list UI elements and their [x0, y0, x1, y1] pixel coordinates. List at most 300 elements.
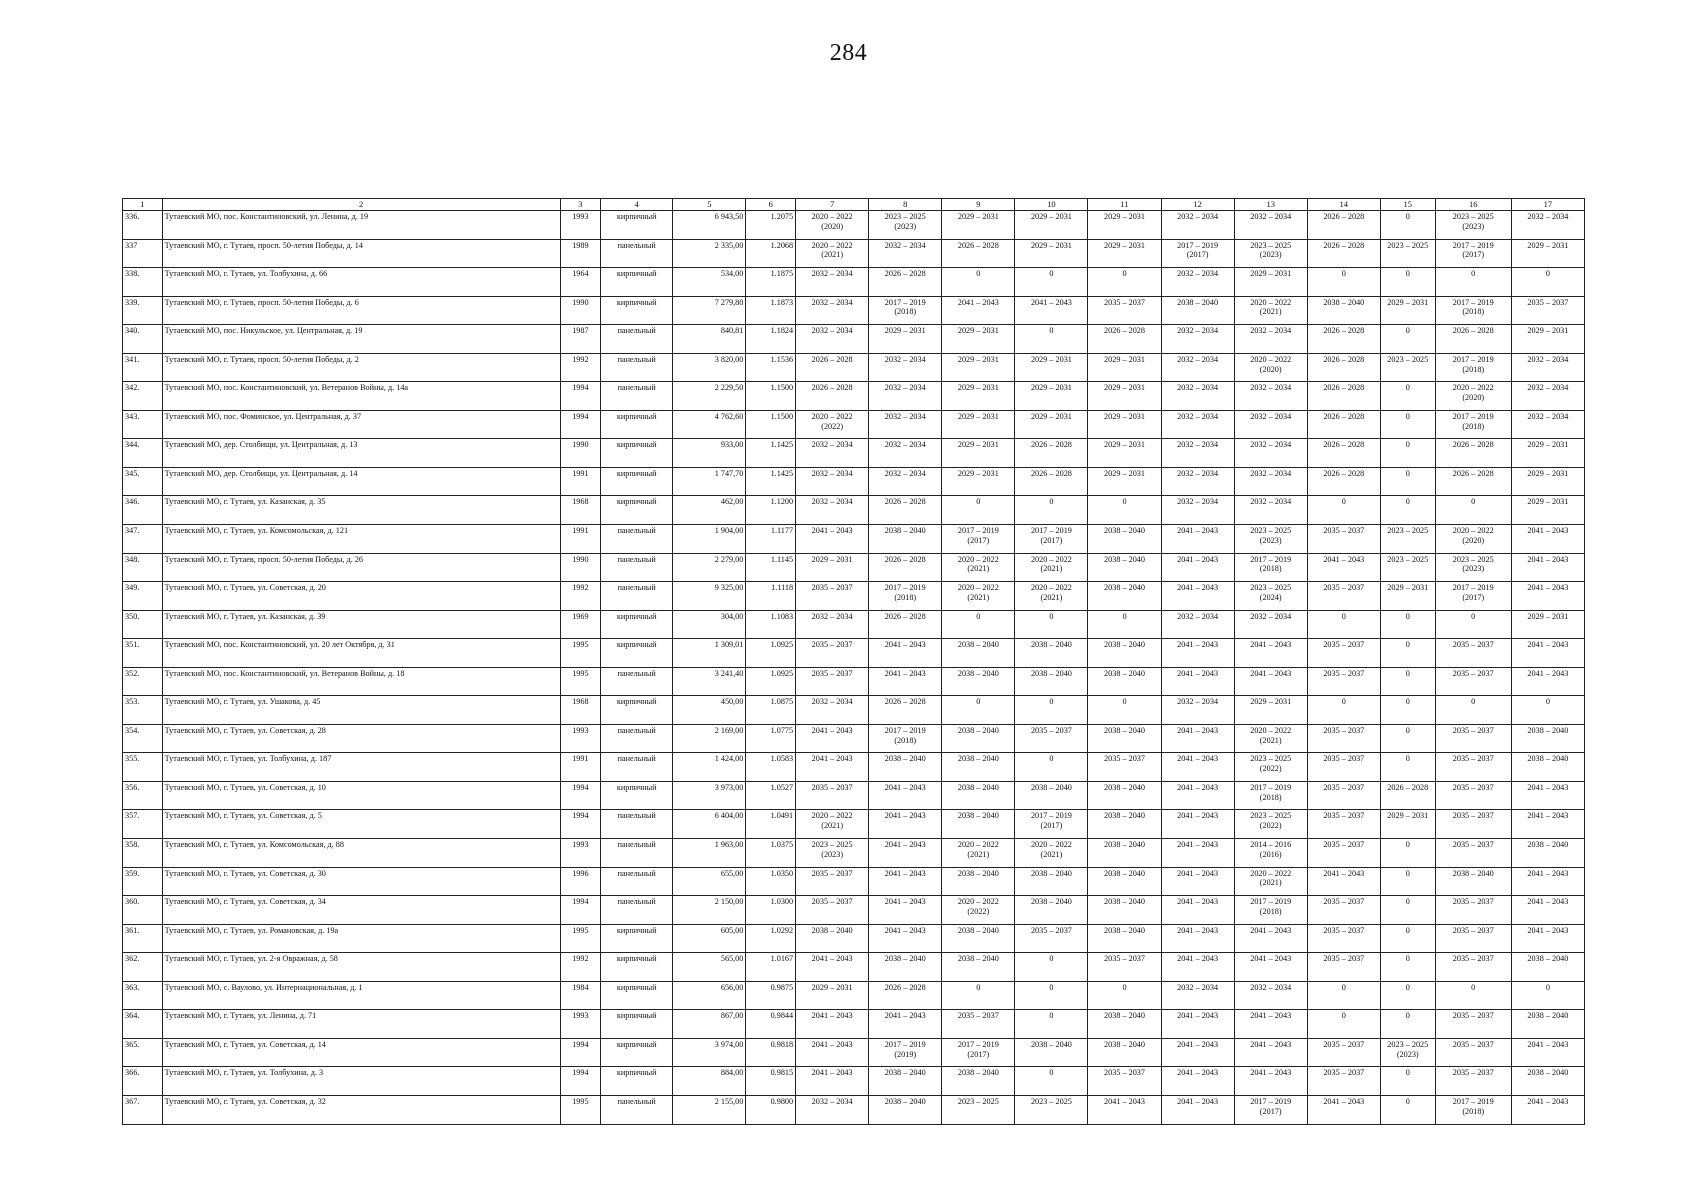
table-cell — [1380, 953, 1435, 982]
table-cell — [1234, 353, 1307, 382]
period-text: 0 — [1405, 954, 1410, 964]
period-text: 0 — [1341, 1011, 1346, 1021]
period-text: 2032 – 2034 — [884, 411, 926, 421]
table-cell — [1088, 1067, 1161, 1096]
table-cell — [1511, 610, 1584, 639]
period-text: 0 — [1341, 697, 1346, 707]
table-cell: Тутаевский МО, г. Тутаев, ул. Толбухина, д. 66 — [162, 268, 560, 297]
table-cell: 344. — [123, 439, 163, 468]
table-cell: Тутаевский МО, г. Тутаев, ул. Советская, д. 5 — [162, 810, 560, 839]
table-cell — [1435, 610, 1511, 639]
table-cell: 1994 — [560, 1038, 601, 1067]
table-cell — [1234, 582, 1307, 611]
period-text: 2026 – 2028 — [1452, 440, 1494, 450]
period-text: 2035 – 2037 — [1452, 1011, 1494, 1021]
table-cell — [942, 839, 1015, 868]
table-cell: 1.1200 — [746, 496, 796, 525]
table-cell — [1161, 410, 1234, 439]
table-cell — [1015, 667, 1088, 696]
table-cell — [1380, 781, 1435, 810]
table-cell — [1435, 839, 1511, 868]
table-cell — [1088, 467, 1161, 496]
table-cell — [1511, 724, 1584, 753]
table-cell — [1161, 981, 1234, 1010]
table-cell: кирпичный — [601, 296, 673, 325]
table-cell — [1161, 896, 1234, 925]
period-text: 0 — [1405, 468, 1410, 478]
period-text: 2035 – 2037 — [811, 640, 853, 650]
table-cell — [1234, 296, 1307, 325]
table-cell — [796, 981, 869, 1010]
period-text: 2041 – 2043 — [1250, 668, 1292, 678]
table-row — [123, 382, 1585, 411]
table-cell: кирпичный — [601, 781, 673, 810]
period-text: 0 — [1405, 897, 1410, 907]
table-cell — [1161, 268, 1234, 297]
period-text: 2038 – 2040 — [1104, 840, 1145, 850]
table-cell: 1991 — [560, 467, 601, 496]
period-text: 2029 – 2031 — [1250, 697, 1292, 707]
period-text: 2032 – 2034 — [1177, 354, 1219, 364]
table-cell — [1511, 553, 1584, 582]
period-text: 2032 – 2034 — [1177, 383, 1219, 393]
period-text: 2035 – 2037 — [1323, 1039, 1365, 1049]
table-cell: Тутаевский МО, дер. Столбищи, ул. Центральная, д. 14 — [162, 467, 560, 496]
period-text: 2017 – 2019 — [884, 297, 926, 307]
table-cell — [1307, 439, 1380, 468]
table-cell — [1435, 896, 1511, 925]
table-cell — [1015, 325, 1088, 354]
period-text: 2041 – 2043 — [1323, 868, 1365, 878]
table-cell — [1511, 839, 1584, 868]
period-text: 2026 – 2028 — [884, 982, 926, 992]
table-cell: 1.1145 — [746, 553, 796, 582]
period-text: 0 — [1341, 611, 1346, 621]
table-cell — [1307, 839, 1380, 868]
table-cell: 1993 — [560, 211, 601, 240]
table-cell: 1989 — [560, 239, 601, 268]
table-cell: панельный — [601, 724, 673, 753]
period-text: 2041 – 2043 — [811, 725, 853, 735]
table-cell: панельный — [601, 810, 673, 839]
year-note: (2022) — [967, 906, 990, 916]
period-text: 2035 – 2037 — [1323, 1068, 1365, 1078]
period-text: 0 — [1405, 611, 1410, 621]
table-cell — [1380, 582, 1435, 611]
table-cell — [1511, 582, 1584, 611]
period-text: 2032 – 2034 — [1250, 440, 1292, 450]
table-cell: Тутаевский МО, г. Тутаев, ул. Ушакова, д. 45 — [162, 696, 560, 725]
period-text: 2041 – 2043 — [1177, 1039, 1219, 1049]
year-note: (2021) — [821, 250, 844, 260]
table-row — [123, 1010, 1585, 1039]
table-cell — [1088, 525, 1161, 554]
period-text: 2041 – 2043 — [811, 754, 853, 764]
table-row — [123, 867, 1585, 896]
period-text: 2023 – 2025 — [1250, 583, 1292, 593]
table-cell — [796, 1067, 869, 1096]
period-text: 2026 – 2028 — [884, 269, 926, 279]
table-cell: Тутаевский МО, пос. Константиновский, ул. Ветеранов Войны, д. 14а — [162, 382, 560, 411]
period-text: 0 — [1405, 1096, 1410, 1106]
table-cell: 363. — [123, 981, 163, 1010]
table-cell: панельный — [601, 525, 673, 554]
table-cell: 0.9815 — [746, 1067, 796, 1096]
table-cell — [869, 696, 942, 725]
period-text: 2041 – 2043 — [1177, 583, 1219, 593]
period-text: 2035 – 2037 — [1323, 583, 1365, 593]
table-row — [123, 525, 1585, 554]
table-cell: панельный — [601, 1095, 673, 1124]
period-text: 2035 – 2037 — [1452, 1039, 1494, 1049]
year-note: (2020) — [1462, 393, 1485, 403]
period-text: 2041 – 2043 — [1177, 811, 1219, 821]
table-cell: 304,00 — [673, 610, 746, 639]
table-cell — [1380, 439, 1435, 468]
table-cell — [1380, 353, 1435, 382]
table-cell: 1992 — [560, 353, 601, 382]
period-text: 2017 – 2019 — [884, 725, 926, 735]
table-cell — [869, 353, 942, 382]
table-cell — [1511, 696, 1584, 725]
period-text: 2023 – 2025 — [1387, 354, 1429, 364]
period-text: 2026 – 2028 — [884, 697, 926, 707]
period-text: 0 — [1405, 212, 1410, 221]
year-note: (2021) — [821, 821, 844, 831]
table-cell — [869, 382, 942, 411]
period-text: 2020 – 2022 — [811, 240, 853, 250]
table-cell — [1380, 896, 1435, 925]
period-text: 2041 – 2043 — [884, 868, 926, 878]
table-cell: панельный — [601, 839, 673, 868]
period-text: 2032 – 2034 — [811, 326, 853, 336]
table-cell — [1234, 981, 1307, 1010]
table-cell — [1161, 325, 1234, 354]
table-row — [123, 781, 1585, 810]
table-cell: 342. — [123, 382, 163, 411]
table-cell: 1.0875 — [746, 696, 796, 725]
period-text: 2023 – 2025 — [1387, 240, 1429, 250]
table-cell — [1380, 1067, 1435, 1096]
table-cell — [1015, 810, 1088, 839]
year-note: (2022) — [1259, 764, 1282, 774]
period-text: 2026 – 2028 — [1323, 411, 1365, 421]
table-cell — [1307, 553, 1380, 582]
period-text: 0 — [1405, 1068, 1410, 1078]
period-text: 2035 – 2037 — [1527, 297, 1569, 307]
period-text: 2029 – 2031 — [957, 411, 999, 421]
table-cell — [942, 1067, 1015, 1096]
period-text: 2020 – 2022 — [957, 897, 999, 907]
period-text: 2035 – 2037 — [957, 1011, 999, 1021]
table-cell — [1161, 525, 1234, 554]
period-text: 2017 – 2019 — [1452, 411, 1494, 421]
table-cell: 1.2068 — [746, 239, 796, 268]
table-cell: 1.1425 — [746, 439, 796, 468]
period-text: 0 — [1471, 697, 1476, 707]
year-note: (2021) — [1040, 592, 1063, 602]
table-cell: 656,00 — [673, 981, 746, 1010]
period-text: 2035 – 2037 — [1323, 782, 1365, 792]
table-cell — [1234, 268, 1307, 297]
table-cell — [1088, 781, 1161, 810]
table-cell — [1380, 610, 1435, 639]
period-text: 2041 – 2043 — [1250, 925, 1292, 935]
table-cell: 534,00 — [673, 268, 746, 297]
period-text: 2032 – 2034 — [1250, 611, 1292, 621]
period-text: 2041 – 2043 — [957, 297, 999, 307]
period-text: 2032 – 2034 — [811, 697, 853, 707]
table-row — [123, 1067, 1585, 1096]
period-text: 2032 – 2034 — [884, 383, 926, 393]
year-note: (2018) — [1462, 364, 1485, 374]
table-cell — [1307, 724, 1380, 753]
period-text: 2038 – 2040 — [957, 925, 999, 935]
table-cell — [1435, 696, 1511, 725]
period-text: 2041 – 2043 — [1177, 668, 1219, 678]
period-text: 2038 – 2040 — [957, 668, 999, 678]
table-cell: 1.0527 — [746, 781, 796, 810]
table-row — [123, 981, 1585, 1010]
table-cell — [1380, 382, 1435, 411]
period-text: 2023 – 2025 — [884, 212, 926, 221]
period-text: 2023 – 2025 — [811, 840, 853, 850]
table-cell — [1307, 296, 1380, 325]
period-text: 2035 – 2037 — [1030, 725, 1072, 735]
period-text: 2041 – 2043 — [1527, 782, 1569, 792]
period-text: 2029 – 2031 — [957, 468, 999, 478]
year-note: (2016) — [1259, 849, 1282, 859]
table-cell — [1511, 639, 1584, 668]
table-cell — [796, 410, 869, 439]
table-cell: 2 169,00 — [673, 724, 746, 753]
period-text: 2041 – 2043 — [1177, 954, 1219, 964]
table-cell: 1.0925 — [746, 639, 796, 668]
table-cell: Тутаевский МО, пос. Константиновский, ул. Ленина, д. 19 — [162, 211, 560, 240]
period-text: 2038 – 2040 — [1030, 897, 1072, 907]
table-cell: 840,81 — [673, 325, 746, 354]
period-text: 2035 – 2037 — [811, 897, 853, 907]
table-cell — [1307, 696, 1380, 725]
period-text: 2026 – 2028 — [1323, 240, 1365, 250]
table-cell — [1307, 639, 1380, 668]
table-cell — [869, 953, 942, 982]
table-cell — [796, 781, 869, 810]
period-text: 2029 – 2031 — [1030, 212, 1072, 221]
period-text: 2029 – 2031 — [1527, 440, 1569, 450]
table-cell — [1088, 924, 1161, 953]
table-cell — [796, 667, 869, 696]
table-cell — [1511, 211, 1584, 240]
period-text: 2041 – 2043 — [811, 1039, 853, 1049]
table-cell: Тутаевский МО, г. Тутаев, ул. Романовская, д. 19а — [162, 924, 560, 953]
table-cell — [1307, 239, 1380, 268]
period-text: 2041 – 2043 — [884, 782, 926, 792]
table-cell — [869, 810, 942, 839]
table-cell: 1 747,70 — [673, 467, 746, 496]
period-text: 2017 – 2019 — [1452, 297, 1494, 307]
period-text: 2029 – 2031 — [1250, 269, 1292, 279]
table-cell: Тутаевский МО, г. Тутаев, ул. Советская, д. 20 — [162, 582, 560, 611]
table-row — [123, 810, 1585, 839]
year-note: (2023) — [1259, 535, 1282, 545]
table-cell: 1.0375 — [746, 839, 796, 868]
table-cell — [1435, 667, 1511, 696]
table-cell: кирпичный — [601, 953, 673, 982]
table-cell — [1435, 211, 1511, 240]
table-cell — [869, 753, 942, 782]
period-text: 2029 – 2031 — [1527, 468, 1569, 478]
period-text: 2029 – 2031 — [957, 354, 999, 364]
table-cell — [1511, 296, 1584, 325]
table-cell — [1015, 410, 1088, 439]
period-text: 2041 – 2043 — [1177, 840, 1219, 850]
period-text: 2029 – 2031 — [1527, 326, 1569, 336]
table-cell: 450,00 — [673, 696, 746, 725]
table-cell — [1307, 353, 1380, 382]
table-cell: 1 963,00 — [673, 839, 746, 868]
period-text: 2020 – 2022 — [1030, 554, 1072, 564]
table-cell — [796, 382, 869, 411]
table-row — [123, 1038, 1585, 1067]
table-cell: 2 279,00 — [673, 553, 746, 582]
year-note: (2017) — [1040, 535, 1063, 545]
table-cell: 1994 — [560, 810, 601, 839]
table-cell — [1161, 867, 1234, 896]
table-cell: 7 279,80 — [673, 296, 746, 325]
period-text: 0 — [1341, 982, 1346, 992]
table-cell: Тутаевский МО, г. Тутаев, ул. Советская, д. 32 — [162, 1095, 560, 1124]
table-cell: 1994 — [560, 1067, 601, 1096]
table-cell — [1015, 1038, 1088, 1067]
period-text: 2029 – 2031 — [957, 326, 999, 336]
table-cell — [796, 525, 869, 554]
period-text: 2041 – 2043 — [884, 811, 926, 821]
page-number: 284 — [829, 40, 868, 66]
table-cell — [1088, 867, 1161, 896]
table-cell: 3 973,00 — [673, 781, 746, 810]
table-cell — [1015, 439, 1088, 468]
period-text: 2032 – 2034 — [811, 497, 853, 507]
table-cell — [869, 553, 942, 582]
table-cell — [1380, 696, 1435, 725]
period-text: 2035 – 2037 — [811, 668, 853, 678]
column-header: 8 — [869, 199, 942, 211]
period-text: 2032 – 2034 — [1177, 468, 1219, 478]
period-text: 2029 – 2031 — [1030, 354, 1072, 364]
period-text: 2026 – 2028 — [884, 497, 926, 507]
table-cell: 351. — [123, 639, 163, 668]
period-text: 0 — [1545, 697, 1550, 707]
table-cell — [942, 553, 1015, 582]
table-cell: кирпичный — [601, 610, 673, 639]
period-text: 2017 – 2019 — [1250, 897, 1292, 907]
table-cell: 337 — [123, 239, 163, 268]
table-cell — [1088, 439, 1161, 468]
table-cell — [942, 896, 1015, 925]
table-cell: 348. — [123, 553, 163, 582]
table-row — [123, 639, 1585, 668]
table-cell — [1015, 610, 1088, 639]
table-cell: 867,00 — [673, 1010, 746, 1039]
table-cell: 1994 — [560, 410, 601, 439]
period-text: 2017 – 2019 — [884, 583, 926, 593]
period-text: 2029 – 2031 — [1387, 811, 1429, 821]
period-text: 2026 – 2028 — [811, 354, 853, 364]
table-cell — [942, 496, 1015, 525]
period-text: 2020 – 2022 — [1452, 383, 1494, 393]
table-cell: 343. — [123, 410, 163, 439]
table-cell — [1435, 1010, 1511, 1039]
period-text: 2041 – 2043 — [1177, 754, 1219, 764]
table-cell: 359. — [123, 867, 163, 896]
table-cell — [1161, 696, 1234, 725]
period-text: 2038 – 2040 — [884, 1096, 926, 1106]
table-cell: Тутаевский МО, г. Тутаев, ул. Советская, д. 14 — [162, 1038, 560, 1067]
table-cell — [1435, 867, 1511, 896]
period-text: 2035 – 2037 — [1323, 840, 1365, 850]
table-cell — [1435, 1038, 1511, 1067]
table-cell — [796, 753, 869, 782]
period-text: 2023 – 2025 — [957, 1096, 999, 1106]
table-cell — [942, 1038, 1015, 1067]
table-cell — [1088, 353, 1161, 382]
period-text: 2023 – 2025 — [1250, 811, 1292, 821]
table-cell: 1987 — [560, 325, 601, 354]
column-header: 12 — [1161, 199, 1234, 211]
table-cell — [1088, 582, 1161, 611]
table-cell — [1511, 953, 1584, 982]
period-text: 2041 – 2043 — [1177, 782, 1219, 792]
period-text: 2032 – 2034 — [884, 440, 926, 450]
table-cell: Тутаевский МО, г. Тутаев, ул. 2-я Овражная, д. 58 — [162, 953, 560, 982]
table-cell: 655,00 — [673, 867, 746, 896]
table-cell: Тутаевский МО, г. Тутаев, ул. Комсомольская, д. 88 — [162, 839, 560, 868]
table-cell — [1307, 268, 1380, 297]
table-cell — [1435, 325, 1511, 354]
table-cell — [1435, 1095, 1511, 1124]
table-cell — [1380, 724, 1435, 753]
table-cell: 933,00 — [673, 439, 746, 468]
table-cell: 0.9875 — [746, 981, 796, 1010]
table-row — [123, 896, 1585, 925]
table-cell: 4 762,60 — [673, 410, 746, 439]
period-text: 0 — [1405, 1011, 1410, 1021]
table-row — [123, 1095, 1585, 1124]
table-cell — [869, 839, 942, 868]
table-cell — [942, 667, 1015, 696]
year-note: (2021) — [967, 849, 990, 859]
table-cell: Тутаевский МО, г. Тутаев, просп. 50-летия Победы, д. 26 — [162, 553, 560, 582]
period-text: 0 — [1405, 440, 1410, 450]
period-text: 2029 – 2031 — [957, 440, 999, 450]
table-cell — [1234, 867, 1307, 896]
table-cell — [1234, 1010, 1307, 1039]
period-text: 0 — [1341, 497, 1346, 507]
period-text: 2026 – 2028 — [1030, 468, 1072, 478]
table-cell — [1088, 753, 1161, 782]
table-cell — [1088, 724, 1161, 753]
period-text: 2035 – 2037 — [1323, 640, 1365, 650]
period-text: 0 — [1405, 497, 1410, 507]
period-text: 2017 – 2019 — [957, 1039, 999, 1049]
year-note: (2021) — [1259, 735, 1282, 745]
table-cell — [1161, 781, 1234, 810]
period-text: 2032 – 2034 — [1527, 383, 1569, 393]
column-header: 10 — [1015, 199, 1088, 211]
table-cell — [1307, 667, 1380, 696]
table-cell — [1234, 1038, 1307, 1067]
